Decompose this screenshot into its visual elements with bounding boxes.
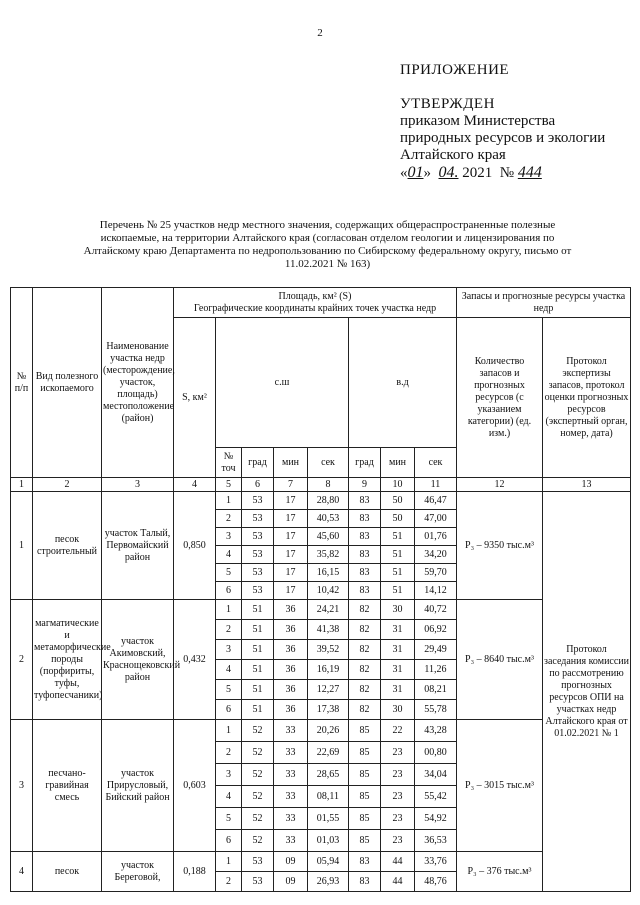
lat-min: 09 xyxy=(274,872,308,892)
lon-min: 22 xyxy=(381,720,415,742)
point-number: 2 xyxy=(216,742,242,764)
header-coords-group: Географические координаты крайних точек участка недр xyxy=(193,302,437,314)
lat-sec: 35,82 xyxy=(308,546,349,564)
lat-min: 33 xyxy=(274,786,308,808)
lat-deg: 52 xyxy=(242,830,274,852)
date-day: 01 xyxy=(407,164,424,181)
point-number: 2 xyxy=(216,872,242,892)
lon-min: 23 xyxy=(381,786,415,808)
lon-deg: 85 xyxy=(349,764,381,786)
column-number-7: 7 xyxy=(274,478,308,492)
header-area-group: Площадь, км² (S) xyxy=(278,290,352,302)
lon-deg: 85 xyxy=(349,830,381,852)
column-number-5: 5 xyxy=(216,478,242,492)
lon-deg: 82 xyxy=(349,600,381,620)
lat-min: 17 xyxy=(274,582,308,600)
lat-deg: 51 xyxy=(242,680,274,700)
lat-min: 17 xyxy=(274,546,308,564)
lon-min: 23 xyxy=(381,742,415,764)
plot-area: 0,188 xyxy=(174,852,216,892)
point-number: 6 xyxy=(216,830,242,852)
point-number: 3 xyxy=(216,528,242,546)
point-number: 4 xyxy=(216,786,242,808)
approval-title: УТВЕРЖДЕН xyxy=(400,96,495,112)
lat-sec: 08,11 xyxy=(308,786,349,808)
lon-sec: 00,80 xyxy=(415,742,457,764)
lon-deg: 85 xyxy=(349,742,381,764)
lat-sec: 01,03 xyxy=(308,830,349,852)
lon-sec: 08,21 xyxy=(415,680,457,700)
appendix-label: ПРИЛОЖЕНИЕ xyxy=(400,62,510,78)
plot-name: участок Береговой, xyxy=(102,852,174,892)
lon-min: 50 xyxy=(381,510,415,528)
lat-min: 36 xyxy=(274,620,308,640)
point-number: 5 xyxy=(216,564,242,582)
plot-point-row xyxy=(11,600,631,620)
lat-sec: 40,53 xyxy=(308,510,349,528)
lon-min: 44 xyxy=(381,852,415,872)
mineral-type: песчано-гравийная смесь xyxy=(33,720,102,852)
plot-area: 0,432 xyxy=(174,600,216,720)
lat-sec: 16,19 xyxy=(308,660,349,680)
lon-deg: 82 xyxy=(349,700,381,720)
lon-sec: 36,53 xyxy=(415,830,457,852)
plot-point-row xyxy=(11,852,631,872)
point-number: 4 xyxy=(216,660,242,680)
plots-table xyxy=(10,287,631,892)
column-number-10: 10 xyxy=(381,478,415,492)
point-number: 1 xyxy=(216,852,242,872)
lon-min: 44 xyxy=(381,872,415,892)
lat-min: 09 xyxy=(274,852,308,872)
plot-point-row xyxy=(11,720,631,742)
lon-sec: 48,76 xyxy=(415,872,457,892)
lon-sec: 43,28 xyxy=(415,720,457,742)
column-number-3: 3 xyxy=(102,478,174,492)
lat-min: 33 xyxy=(274,808,308,830)
lat-deg: 53 xyxy=(242,852,274,872)
point-number: 1 xyxy=(216,720,242,742)
lon-deg: 83 xyxy=(349,852,381,872)
lat-min: 36 xyxy=(274,600,308,620)
lon-sec: 11,26 xyxy=(415,660,457,680)
lon-deg: 82 xyxy=(349,680,381,700)
lat-deg: 53 xyxy=(242,582,274,600)
plot-area: 0,603 xyxy=(174,720,216,852)
lat-sec: 24,21 xyxy=(308,600,349,620)
lon-deg: 82 xyxy=(349,660,381,680)
column-number-11: 11 xyxy=(415,478,457,492)
point-number: 2 xyxy=(216,510,242,528)
lat-sec: 05,94 xyxy=(308,852,349,872)
point-number: 1 xyxy=(216,600,242,620)
lat-min: 17 xyxy=(274,492,308,510)
lon-min: 31 xyxy=(381,680,415,700)
plot-point-row xyxy=(11,492,631,510)
lat-sec: 12,27 xyxy=(308,680,349,700)
plot-reserves: Р₃ – 8640 тыс.м³ xyxy=(457,600,543,720)
lon-sec: 55,42 xyxy=(415,786,457,808)
lat-min: 17 xyxy=(274,564,308,582)
plot-name: участок Талый, Первомайский район xyxy=(102,492,174,600)
lon-min: 23 xyxy=(381,764,415,786)
header-name: Наименование участка недр (месторождение, участок, площадь) местоположение (район) xyxy=(102,288,174,478)
date-month: 04. xyxy=(438,164,459,181)
column-number-4: 4 xyxy=(174,478,216,492)
column-number-12: 12 xyxy=(457,478,543,492)
column-number-1: 1 xyxy=(11,478,33,492)
lon-deg: 83 xyxy=(349,492,381,510)
lon-sec: 33,76 xyxy=(415,852,457,872)
point-number: 6 xyxy=(216,700,242,720)
lon-deg: 85 xyxy=(349,786,381,808)
point-number: 3 xyxy=(216,640,242,660)
lat-sec: 28,80 xyxy=(308,492,349,510)
page-number: 2 xyxy=(317,27,323,39)
lon-sec: 47,00 xyxy=(415,510,457,528)
mineral-type: песок xyxy=(33,852,102,892)
lat-sec: 16,15 xyxy=(308,564,349,582)
header-lat-deg: град xyxy=(242,448,274,478)
lon-min: 51 xyxy=(381,564,415,582)
lon-min: 30 xyxy=(381,700,415,720)
lat-sec: 26,93 xyxy=(308,872,349,892)
lon-sec: 34,04 xyxy=(415,764,457,786)
lat-deg: 51 xyxy=(242,600,274,620)
point-number: 5 xyxy=(216,680,242,700)
lat-deg: 52 xyxy=(242,764,274,786)
lon-deg: 85 xyxy=(349,720,381,742)
document-title: Перечень № 25 участков недр местного значения, содержащих общераспространенные полезные ископаемые, на территории Алтайского края (согласован отделом геологии и лицензирования по Алтайскому краю Департамента по недропользованию по Сибирскому федеральному округу, письмо от 11.02.2021 № 163) xyxy=(83,219,572,270)
lat-deg: 53 xyxy=(242,564,274,582)
lon-sec: 55,78 xyxy=(415,700,457,720)
lon-deg: 83 xyxy=(349,564,381,582)
lon-min: 23 xyxy=(381,808,415,830)
lat-min: 36 xyxy=(274,660,308,680)
column-number-2: 2 xyxy=(33,478,102,492)
lon-deg: 83 xyxy=(349,872,381,892)
header-lat: с.ш xyxy=(216,318,349,448)
lat-deg: 51 xyxy=(242,700,274,720)
lat-sec: 10,42 xyxy=(308,582,349,600)
lon-sec: 59,70 xyxy=(415,564,457,582)
approval-body: приказом Министерства природных ресурсов и экологии Алтайского края xyxy=(400,113,606,163)
lon-min: 50 xyxy=(381,492,415,510)
lat-min: 17 xyxy=(274,510,308,528)
column-numbers-row xyxy=(11,478,631,492)
lat-min: 36 xyxy=(274,700,308,720)
lon-min: 31 xyxy=(381,660,415,680)
protocol-text: Протокол заседания комиссии по рассмотрению прогнозных ресурсов ОПИ на участках недр Алтайского края от 01.02.2021 № 1 xyxy=(543,492,631,892)
lat-sec: 39,52 xyxy=(308,640,349,660)
header-lat-sec: сек xyxy=(308,448,349,478)
column-number-9: 9 xyxy=(349,478,381,492)
plot-number: 1 xyxy=(11,492,33,600)
lat-deg: 53 xyxy=(242,492,274,510)
mineral-type: магматические и метаморфические породы (порфириты, туфы, туфопесчаники) xyxy=(33,600,102,720)
header-protocol: Протокол экспертизы запасов, протокол оценки прогнозных ресурсов (экспертный орган, номер, дата) xyxy=(543,318,631,478)
point-number: 1 xyxy=(216,492,242,510)
lon-sec: 01,76 xyxy=(415,528,457,546)
lat-sec: 17,38 xyxy=(308,700,349,720)
lon-deg: 83 xyxy=(349,528,381,546)
header-area: S, км² xyxy=(174,318,216,478)
point-number: 3 xyxy=(216,764,242,786)
lat-min: 17 xyxy=(274,528,308,546)
plot-reserves: Р₃ – 376 тыс.м³ xyxy=(457,852,543,892)
date-year: 2021 xyxy=(462,165,493,181)
lon-min: 51 xyxy=(381,528,415,546)
lat-min: 36 xyxy=(274,680,308,700)
lat-sec: 01,55 xyxy=(308,808,349,830)
plot-name: участок Акимовский, Краснощековский район xyxy=(102,600,174,720)
header-type: Вид полезного ископаемого xyxy=(33,288,102,478)
column-number-6: 6 xyxy=(242,478,274,492)
lat-deg: 51 xyxy=(242,640,274,660)
lat-min: 33 xyxy=(274,720,308,742)
header-area-coords xyxy=(174,288,457,318)
lon-sec: 40,72 xyxy=(415,600,457,620)
column-number-13: 13 xyxy=(543,478,631,492)
lat-deg: 53 xyxy=(242,872,274,892)
mineral-type: песок строительный xyxy=(33,492,102,600)
lon-sec: 34,20 xyxy=(415,546,457,564)
plot-reserves: Р₃ – 3015 тыс.м³ xyxy=(457,720,543,852)
lat-deg: 52 xyxy=(242,808,274,830)
lat-sec: 22,69 xyxy=(308,742,349,764)
plot-area: 0,850 xyxy=(174,492,216,600)
lat-deg: 53 xyxy=(242,528,274,546)
lat-min: 36 xyxy=(274,640,308,660)
lon-min: 51 xyxy=(381,546,415,564)
header-lon: в.д xyxy=(349,318,457,448)
header-num: № п/п xyxy=(11,288,33,478)
lon-min: 31 xyxy=(381,620,415,640)
lon-sec: 29,49 xyxy=(415,640,457,660)
plot-number: 2 xyxy=(11,600,33,720)
lat-deg: 53 xyxy=(242,510,274,528)
lat-min: 33 xyxy=(274,830,308,852)
plot-number: 4 xyxy=(11,852,33,892)
lat-sec: 41,38 xyxy=(308,620,349,640)
lon-deg: 82 xyxy=(349,620,381,640)
lon-deg: 83 xyxy=(349,546,381,564)
lat-deg: 52 xyxy=(242,742,274,764)
lat-deg: 53 xyxy=(242,546,274,564)
header-lon-deg: град xyxy=(349,448,381,478)
lon-sec: 54,92 xyxy=(415,808,457,830)
header-reserves-group: Запасы и прогнозные ресурсы участка недр xyxy=(457,288,631,318)
point-number: 4 xyxy=(216,546,242,564)
header-lat-min: мин xyxy=(274,448,308,478)
lon-deg: 85 xyxy=(349,808,381,830)
lat-min: 33 xyxy=(274,764,308,786)
lon-deg: 82 xyxy=(349,640,381,660)
point-number: 5 xyxy=(216,808,242,830)
lat-sec: 20,26 xyxy=(308,720,349,742)
plot-name: участок Прирусловый, Бийский район xyxy=(102,720,174,852)
point-number: 6 xyxy=(216,582,242,600)
lat-min: 33 xyxy=(274,742,308,764)
lon-min: 23 xyxy=(381,830,415,852)
lon-sec: 46,47 xyxy=(415,492,457,510)
date-close-quote: » xyxy=(423,165,431,181)
order-number: 444 xyxy=(517,164,542,181)
number-prefix: № xyxy=(499,165,515,181)
lon-sec: 06,92 xyxy=(415,620,457,640)
point-number: 2 xyxy=(216,620,242,640)
header-lon-sec: сек xyxy=(415,448,457,478)
lat-sec: 28,65 xyxy=(308,764,349,786)
approval-date-line xyxy=(400,164,630,182)
lon-sec: 14,12 xyxy=(415,582,457,600)
lat-deg: 51 xyxy=(242,660,274,680)
header-point: № точ xyxy=(216,448,242,478)
header-reserves: Количество запасов и прогнозных ресурсов (с указанием категории) (ед. изм.) xyxy=(457,318,543,478)
lat-deg: 51 xyxy=(242,620,274,640)
lat-sec: 45,60 xyxy=(308,528,349,546)
lon-min: 31 xyxy=(381,640,415,660)
date-open-quote: « xyxy=(400,165,408,181)
lon-min: 51 xyxy=(381,582,415,600)
approval-block xyxy=(400,96,630,182)
lat-deg: 52 xyxy=(242,720,274,742)
header-lon-min: мин xyxy=(381,448,415,478)
lon-deg: 83 xyxy=(349,510,381,528)
plot-number: 3 xyxy=(11,720,33,852)
column-number-8: 8 xyxy=(308,478,349,492)
plot-reserves: Р₃ – 9350 тыс.м³ xyxy=(457,492,543,600)
lon-min: 30 xyxy=(381,600,415,620)
lat-deg: 52 xyxy=(242,786,274,808)
lon-deg: 83 xyxy=(349,582,381,600)
